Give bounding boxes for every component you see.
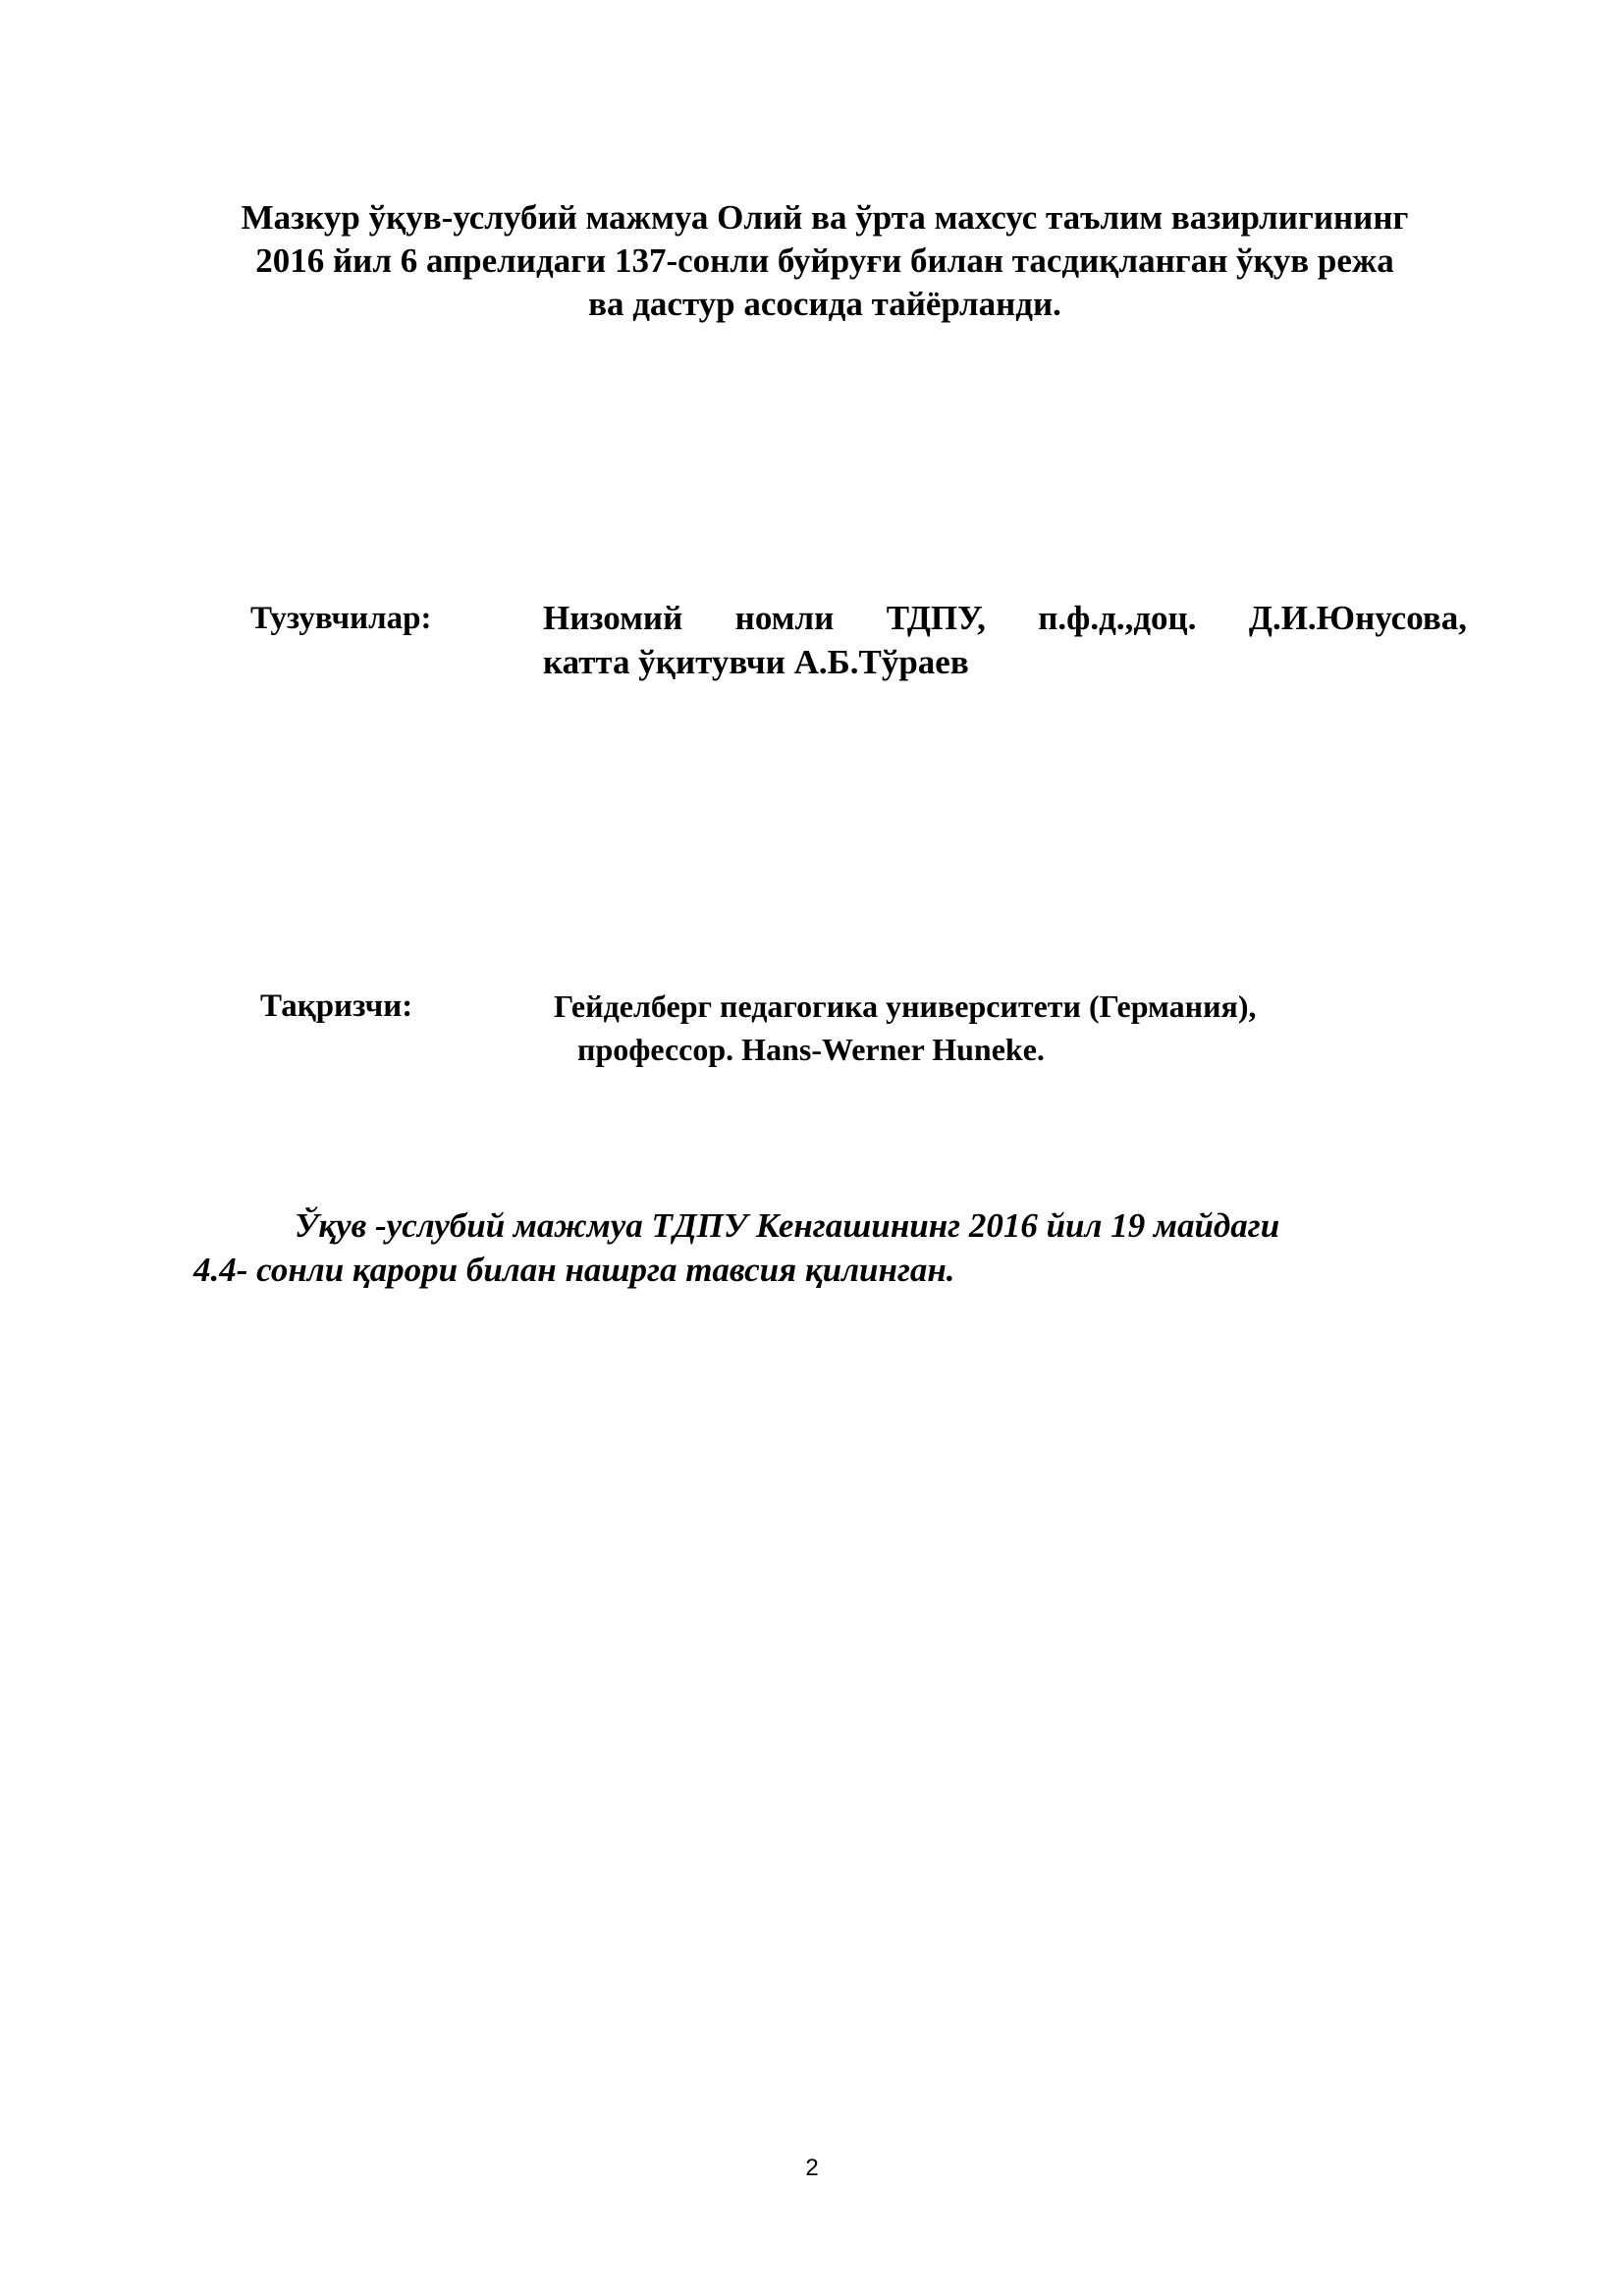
intro-line-2: 2016 йил 6 апрелидаги 137-сонли буйруғи билан тасдиқланган ўқув режа <box>255 241 1394 280</box>
reviewer-line-1: Гейделберг педагогика университети (Германия), <box>554 988 1257 1024</box>
reviewer-line-2: профессор. Hans-Werner Huneke. <box>577 1032 1045 1067</box>
page-number: 2 <box>805 2155 819 2181</box>
authors-line-1: Низомий номли ТДПУ, п.ф.д.,доц. Д.И.Юнусова, <box>543 599 1467 637</box>
authors-line-2: катта ўқитувчи А.Б.Тўраев <box>543 643 969 681</box>
intro-paragraph <box>187 196 1463 326</box>
reviewer-label: Тақризчи: <box>260 988 413 1024</box>
intro-line-1: Мазкур ўқув-услубий мажмуа Олий ва ўрта махсус таълим вазирлигининг <box>241 198 1409 237</box>
intro-line-3: ва дастур асосида тайёрланди. <box>588 285 1061 323</box>
approval-note-line-1: Ўқув -услубий мажмуа ТДПУ Кенгашининг 2016 йил 19 майдаги <box>295 1206 1280 1245</box>
authors-label: Тузувчилар: <box>250 601 432 636</box>
approval-note-line-2: 4.4- сонли қарори билан нашрга тавсия қилинган. <box>193 1251 955 1289</box>
